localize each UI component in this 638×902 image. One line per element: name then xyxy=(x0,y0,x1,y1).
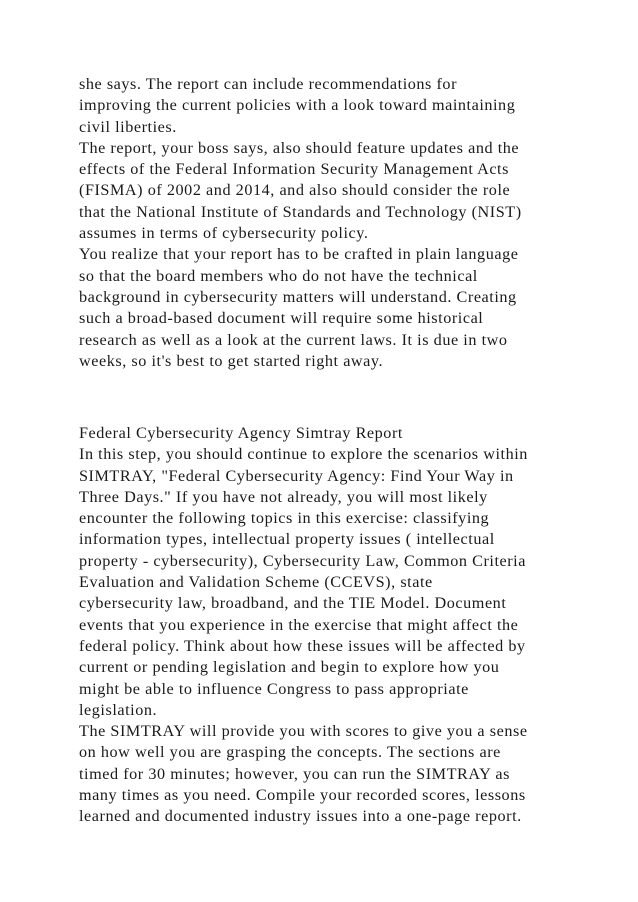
simtray-section xyxy=(79,423,569,828)
text-line: that the National Institute of Standards and Technology (NIST) xyxy=(79,202,522,221)
text-line: federal policy. Think about how these issues will be affected by xyxy=(79,636,526,655)
text-line: current or pending legislation and begin to explore how you xyxy=(79,658,500,677)
text-line: The report, your boss says, also should feature updates and the xyxy=(79,138,520,157)
text-line: many times as you need. Compile your recorded scores, lessons xyxy=(79,786,526,805)
text-line: Three Days." If you have not already, you will most likely xyxy=(79,487,488,506)
text-line: learned and documented industry issues into a one-page report. xyxy=(79,807,522,826)
text-line: assumes in terms of cybersecurity policy. xyxy=(79,224,369,243)
text-line: (FISMA) of 2002 and 2014, and also should consider the role xyxy=(79,181,511,200)
paragraph-fisma-nist xyxy=(79,138,569,244)
text-line: legislation. xyxy=(79,700,158,719)
paragraph-report-recommendations xyxy=(79,74,569,138)
text-line: on how well you are grasping the concepts. The sections are xyxy=(79,743,501,762)
section-heading: Federal Cybersecurity Agency Simtray Report xyxy=(79,424,403,442)
text-line: The SIMTRAY will provide you with scores to give you a sense xyxy=(79,722,528,741)
text-line: events that you experience in the exercise that might affect the xyxy=(79,615,519,634)
text-line: effects of the Federal Information Security Management Acts xyxy=(79,160,509,179)
text-line: background in cybersecurity matters will understand. Creating xyxy=(79,287,517,306)
text-line: property - cybersecurity), Cybersecurity Law, Common Criteria xyxy=(79,551,526,570)
text-line: weeks, so it's best to get started right away. xyxy=(79,351,384,370)
text-line: so that the board members who do not have the technical xyxy=(79,266,478,285)
intro-text-block xyxy=(79,74,569,372)
text-line: information types, intellectual property issues ( intellectual xyxy=(79,530,495,549)
text-line: research as well as a look at the current laws. It is due in two xyxy=(79,330,508,349)
text-line: SIMTRAY, "Federal Cybersecurity Agency: Find Your Way in xyxy=(79,466,514,485)
text-line: timed for 30 minutes; however, you can run the SIMTRAY as xyxy=(79,764,510,783)
text-line: she says. The report can include recommendations for xyxy=(79,75,458,93)
text-line: In this step, you should continue to explore the scenarios within xyxy=(79,445,528,464)
paragraph-simtray-scores xyxy=(79,721,569,827)
text-line: such a broad-based document will require some historical xyxy=(79,309,484,328)
text-line: encounter the following topics in this exercise: classifying xyxy=(79,509,490,528)
text-line: improving the current policies with a look toward maintaining xyxy=(79,96,516,115)
text-line: might be able to influence Congress to pass appropriate xyxy=(79,679,469,698)
text-line: cybersecurity law, broadband, and the TIE Model. Document xyxy=(79,594,507,613)
text-line: You realize that your report has to be crafted in plain language xyxy=(79,245,519,264)
paragraph-simtray-scenarios xyxy=(79,444,569,721)
text-line: Evaluation and Validation Scheme (CCEVS), state xyxy=(79,573,433,592)
text-line: civil liberties. xyxy=(79,117,177,136)
paragraph-plain-language xyxy=(79,244,569,372)
